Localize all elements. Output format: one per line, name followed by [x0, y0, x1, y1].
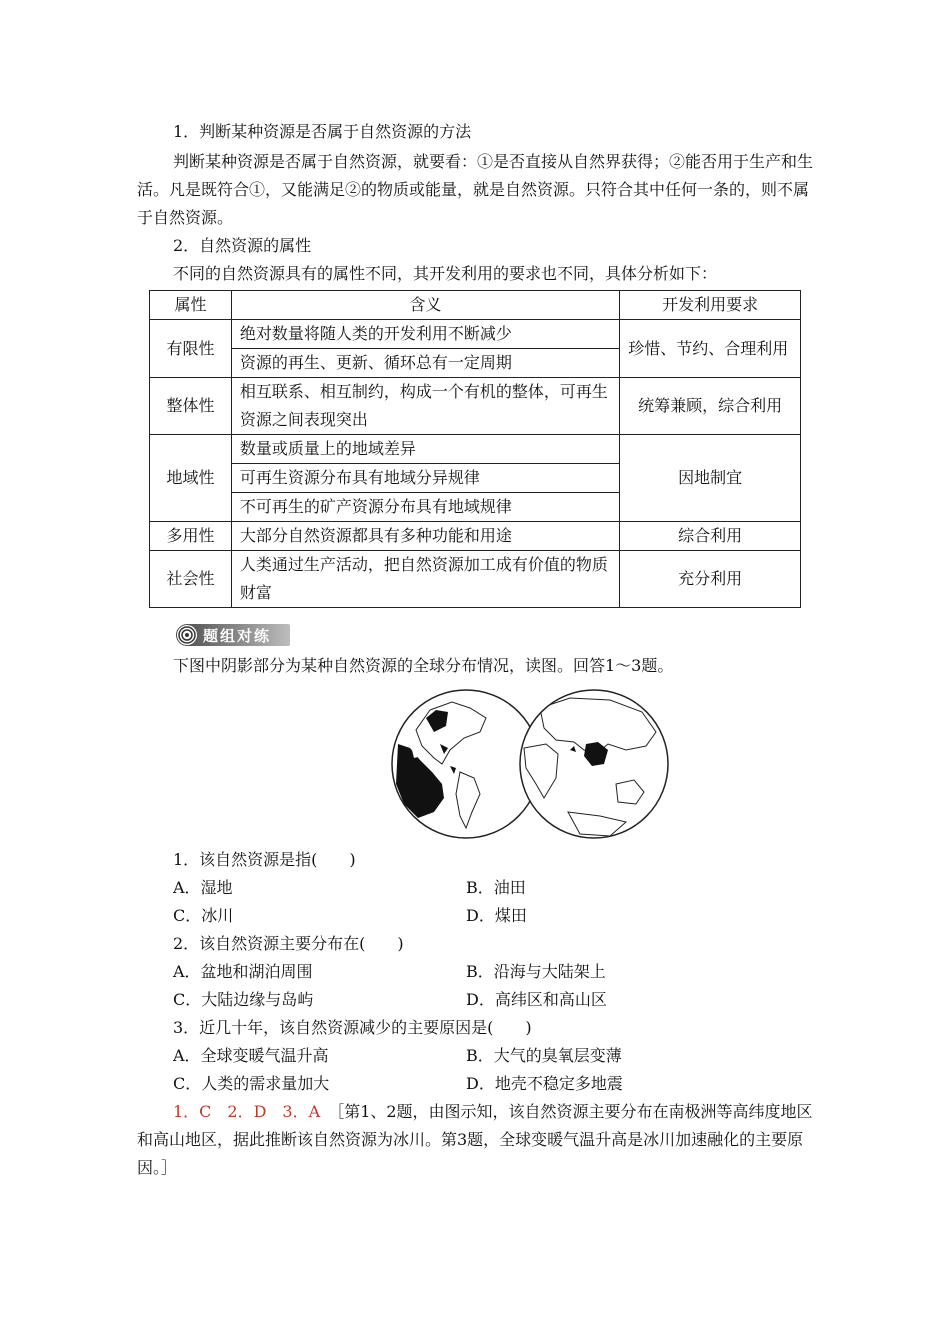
row-requirement: 因地制宜 — [620, 435, 801, 522]
row-attr: 多用性 — [150, 522, 232, 551]
question-2-stem: 2．该自然资源主要分布在( ) — [173, 934, 404, 953]
header-requirement: 开发利用要求 — [620, 291, 801, 320]
question-1-stem: 1．该自然资源是指( ) — [173, 850, 356, 869]
question-2-option-a: A．盆地和湖泊周围 — [173, 962, 313, 981]
row-meaning: 资源的再生、更新、循环总有一定周期 — [239, 353, 512, 372]
question-2-option-b: B．沿海与大陆架上 — [466, 962, 606, 981]
question-2-option-c: C．大陆边缘与岛屿 — [173, 990, 314, 1009]
row-meaning: 人类通过生产活动，把自然资源加工成有价值的物质财富 — [231, 551, 619, 608]
header-meaning: 含义 — [231, 291, 619, 320]
row-requirement: 综合利用 — [620, 522, 801, 551]
world-map-figure — [390, 688, 670, 840]
row-meaning: 绝对数量将随人类的开发利用不断减少 — [232, 320, 619, 349]
row-meaning: 数量或质量上的地域差异 — [232, 435, 619, 464]
row-attr: 地域性 — [150, 435, 232, 522]
question-3-stem: 3．近几十年，该自然资源减少的主要原因是( ) — [173, 1018, 532, 1037]
question-1-option-d: D．煤田 — [466, 906, 527, 925]
table-row — [150, 378, 801, 435]
table-row — [150, 320, 801, 378]
question-1-option-a: A．湿地 — [173, 878, 233, 897]
table-row — [150, 551, 801, 608]
row-meaning: 相互联系、相互制约，构成一个有机的整体，可再生资源之间表现突出 — [231, 378, 619, 435]
section1-body: 判断某种资源是否属于自然资源，就要看：①是否直接从自然界获得；②能否用于生产和生活。凡是既符合①，又能满足②的物质或能量，就是自然资源。只符合其中任何一条的，则不属于自然资源。 — [137, 152, 814, 227]
section1-title: 1．判断某种资源是否属于自然资源的方法 — [173, 122, 472, 141]
attributes-table — [149, 290, 801, 608]
table-row — [150, 522, 801, 551]
question-3-option-c: C．人类的需求量加大 — [173, 1074, 330, 1093]
row-attr: 整体性 — [150, 378, 232, 435]
practice-badge-label: 题组对练 — [203, 626, 272, 645]
row-attr: 有限性 — [150, 320, 232, 378]
table-header-row — [150, 291, 801, 320]
question-2-option-d: D．高纬区和高山区 — [466, 990, 607, 1009]
question-1-option-b: B．油田 — [466, 878, 526, 897]
answer-key: 1．C 2．D 3．A — [173, 1102, 321, 1121]
row-requirement: 珍惜、节约、合理利用 — [620, 320, 801, 378]
question-3-option-a: A．全球变暖气温升高 — [173, 1046, 329, 1065]
row-requirement: 统筹兼顾，综合利用 — [620, 378, 801, 435]
section2-intro: 不同的自然资源具有的属性不同，其开发利用的要求也不同，具体分析如下： — [173, 264, 718, 283]
western-hemisphere — [390, 688, 542, 840]
practice-intro: 下图中阴影部分为某种自然资源的全球分布情况，读图。回答1～3题。 — [173, 656, 674, 675]
row-attr: 社会性 — [150, 551, 232, 608]
question-3-option-b: B．大气的臭氧层变薄 — [466, 1046, 622, 1065]
header-attr: 属性 — [150, 291, 232, 320]
row-requirement: 充分利用 — [620, 551, 801, 608]
target-icon — [177, 625, 197, 645]
row-meaning: 大部分自然资源都具有多种功能和用途 — [231, 522, 619, 551]
section2-title: 2．自然资源的属性 — [173, 236, 312, 255]
question-3-option-d: D．地壳不稳定多地震 — [466, 1074, 623, 1093]
answer-text: ［第1、2题，由图示知，该自然资源主要分布在南极洲等高纬度地区和高山地区，据此推断该自然资源为冰川。第3题，全球变暖气温升高是冰川加速融化的主要原因。］ — [137, 1102, 813, 1177]
practice-badge — [176, 624, 290, 646]
row-meaning: 可再生资源分布具有地域分异规律 — [232, 464, 619, 493]
answer-explanation — [137, 1098, 817, 1182]
question-1-option-c: C．冰川 — [173, 906, 234, 925]
table-row — [150, 435, 801, 522]
row-meaning: 不可再生的矿产资源分布具有地域规律 — [239, 497, 512, 516]
